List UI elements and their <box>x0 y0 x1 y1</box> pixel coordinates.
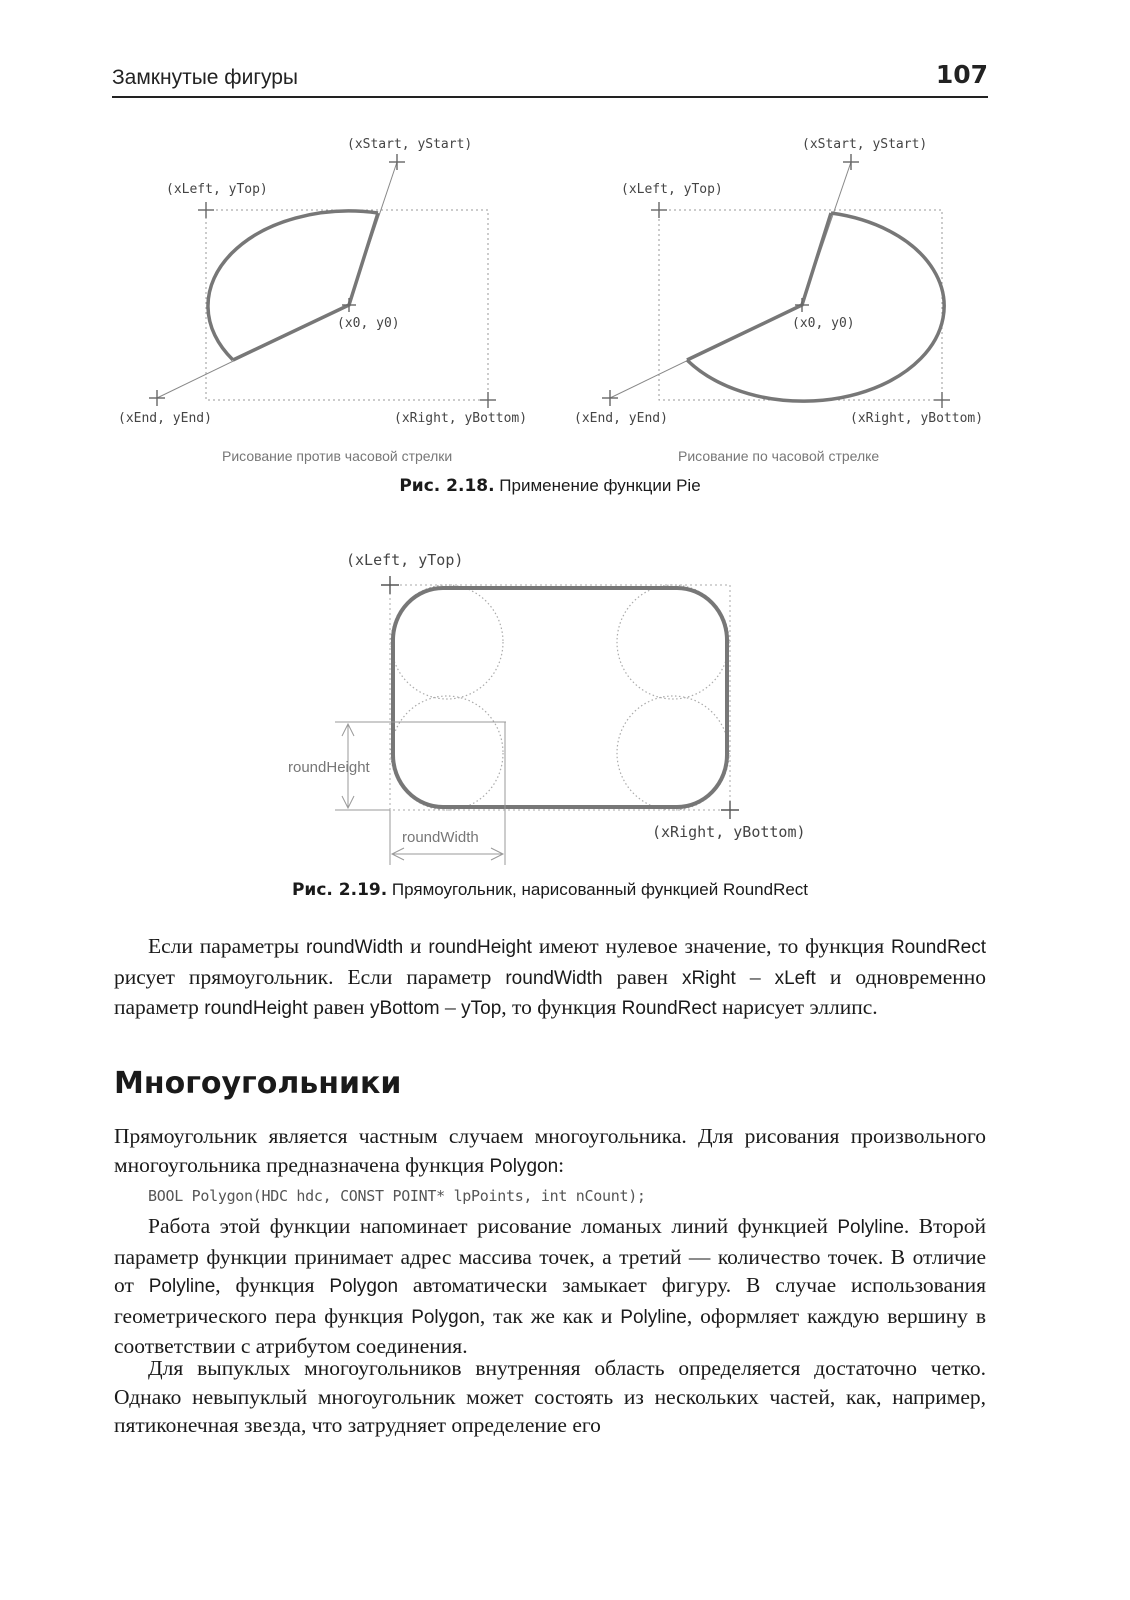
label-bottomright: (xRight, yBottom) <box>652 823 806 841</box>
label-center: (x0, y0) <box>792 316 855 331</box>
label-bottomright: (xRight, yBottom) <box>394 411 528 426</box>
page-number: 107 <box>935 60 988 89</box>
pie-diagram-clockwise <box>574 137 983 464</box>
paragraph-roundrect: Если параметры roundWidth и roundHeight имеют нулевое значение, то функция RoundRect рисует прямоугольник. Если параметр roundWidth равен xRight – xLeft и одновременно параметр roundHeight равен yBottom – yTop, то функция RoundRect нарисует эллипс. <box>114 934 987 1019</box>
label-end: (xEnd, yEnd) <box>574 411 668 426</box>
caption-text: Прямоугольник, нарисованный функцией RoundRect <box>387 880 809 899</box>
running-head <box>112 60 988 98</box>
label-topleft: (xLeft, yTop) <box>621 182 723 197</box>
subcaption-left: Рисование против часовой стрелки <box>222 448 453 464</box>
round-rect <box>393 588 727 807</box>
paragraph-polygon-details: Работа этой функции напоминает рисование ломаных линий функцией Polyline. Второй параметр функции принимает адрес массива точек, а третий — количество точек. В отличие от Polyline, функция Polygon автоматически замыкает фигуру. В случае использования геометрического пера функция Polygon, так же как и Polyline, оформляет каждую вершину в соответствии с атрибутом соединения. <box>114 1214 987 1358</box>
section-heading: Многоугольники <box>114 1066 402 1101</box>
label-round-height: roundHeight <box>288 759 370 776</box>
label-start: (xStart, yStart) <box>347 137 473 152</box>
code-signature: BOOL Polygon(HDC hdc, CONST POINT* lpPoints, int nCount); <box>148 1187 646 1205</box>
pie-diagram-counterclockwise <box>118 137 527 464</box>
figure-2-19 <box>280 540 840 870</box>
label-round-width: roundWidth <box>402 829 479 846</box>
subcaption-right: Рисование по часовой стрелке <box>678 448 880 464</box>
pie-radii <box>687 213 831 360</box>
label-end: (xEnd, yEnd) <box>118 411 212 426</box>
figure-2-18-caption <box>112 476 988 496</box>
label-center: (x0, y0) <box>337 316 400 331</box>
caption-label: Рис. 2.19. <box>291 880 388 900</box>
caption-text: Применение функции Pie <box>494 476 701 495</box>
corner-ellipses <box>391 585 729 810</box>
pie-arc <box>208 211 378 360</box>
figure-2-19-caption <box>112 880 988 900</box>
label-bottomright: (xRight, yBottom) <box>850 411 984 426</box>
label-topleft: (xLeft, yTop) <box>166 182 268 197</box>
figure-2-18 <box>110 130 990 470</box>
section-title: Замкнутые фигуры <box>112 66 299 89</box>
bounding-rect <box>390 585 730 810</box>
label-topleft: (xLeft, yTop) <box>346 551 464 569</box>
paragraph-polygon-intro: Прямоугольник является частным случаем многоугольника. Для рисования произвольного многоугольника предназначена функция Polygon: <box>114 1124 986 1177</box>
paragraph-convex: Для выпуклых многоугольников внутренняя область определяется достаточно четко. Однако невыпуклый многоугольник может состоять из нескольких частей, как, например, пятиконечная звезда, что затрудняет определение его <box>114 1356 986 1437</box>
label-start: (xStart, yStart) <box>802 137 928 152</box>
caption-label: Рис. 2.18. <box>399 476 495 496</box>
pie-arc <box>687 213 944 401</box>
